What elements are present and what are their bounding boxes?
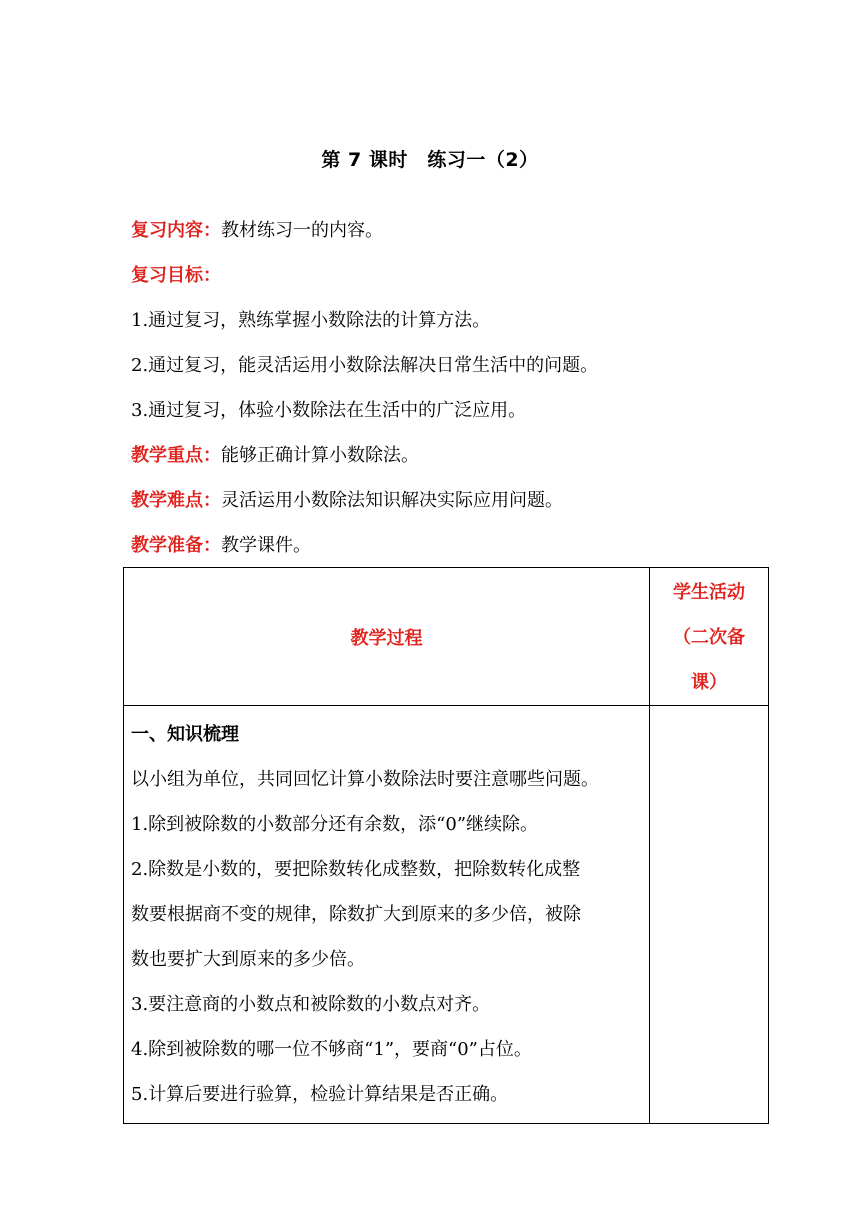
- paragraph: 数也要扩大到原来的多少倍。: [131, 949, 365, 970]
- header-student-activity: [650, 568, 769, 706]
- goal-item: 1.通过复习，熟练掌握小数除法的计算方法。: [131, 310, 491, 331]
- difficulty-line: [131, 488, 563, 514]
- header-side-line: 课）: [691, 672, 727, 693]
- preparation-line: [131, 533, 311, 559]
- review-goals-line: [131, 263, 221, 289]
- preparation-text: 教学课件。: [221, 535, 311, 556]
- paragraph: 5.计算后要进行验算，检验计算结果是否正确。: [131, 1084, 509, 1105]
- paragraph: 1.除到被除数的小数部分还有余数，添“0”继续除。: [131, 814, 539, 835]
- section-title: 一、知识梳理: [131, 724, 239, 745]
- goal-item: 2.通过复习，能灵活运用小数除法解决日常生活中的问题。: [131, 355, 599, 376]
- paragraph: 3.要注意商的小数点和被除数的小数点对齐。: [131, 994, 491, 1015]
- table-header-row: [124, 568, 769, 706]
- process-content-cell: [124, 706, 650, 1124]
- page-title: 第 7 课时 练习一（2）: [321, 149, 539, 171]
- goal-item: 3.通过复习，体验小数除法在生活中的广泛应用。: [131, 400, 527, 421]
- key-point-label: 教学重点：: [131, 445, 221, 466]
- paragraph: 以小组为单位，共同回忆计算小数除法时要注意哪些问题。: [131, 769, 599, 790]
- student-activity-cell: [650, 706, 769, 1124]
- teaching-process-table: [123, 567, 769, 1124]
- preparation-label: 教学准备：: [131, 535, 221, 556]
- paragraph: 2.除数是小数的，要把除数转化成整数，把除数转化成整: [131, 859, 581, 880]
- key-point-text: 能够正确计算小数除法。: [221, 445, 419, 466]
- paragraph: 数要根据商不变的规律，除数扩大到原来的多少倍，被除: [131, 904, 581, 925]
- header-side-line: （二次备: [673, 627, 745, 648]
- review-goals-label: 复习目标：: [131, 265, 221, 286]
- paragraph: 4.除到被除数的哪一位不够商“1”，要商“0”占位。: [131, 1039, 532, 1060]
- difficulty-text: 灵活运用小数除法知识解决实际应用问题。: [221, 490, 563, 511]
- review-content-label: 复习内容：: [131, 220, 221, 241]
- review-content-line: [131, 218, 383, 244]
- difficulty-label: 教学难点：: [131, 490, 221, 511]
- header-teaching-process: 教学过程: [124, 568, 650, 706]
- table-body-row: [124, 706, 769, 1124]
- key-point-line: [131, 443, 419, 469]
- header-side-line: 学生活动: [673, 582, 745, 603]
- review-content-text: 教材练习一的内容。: [221, 220, 383, 241]
